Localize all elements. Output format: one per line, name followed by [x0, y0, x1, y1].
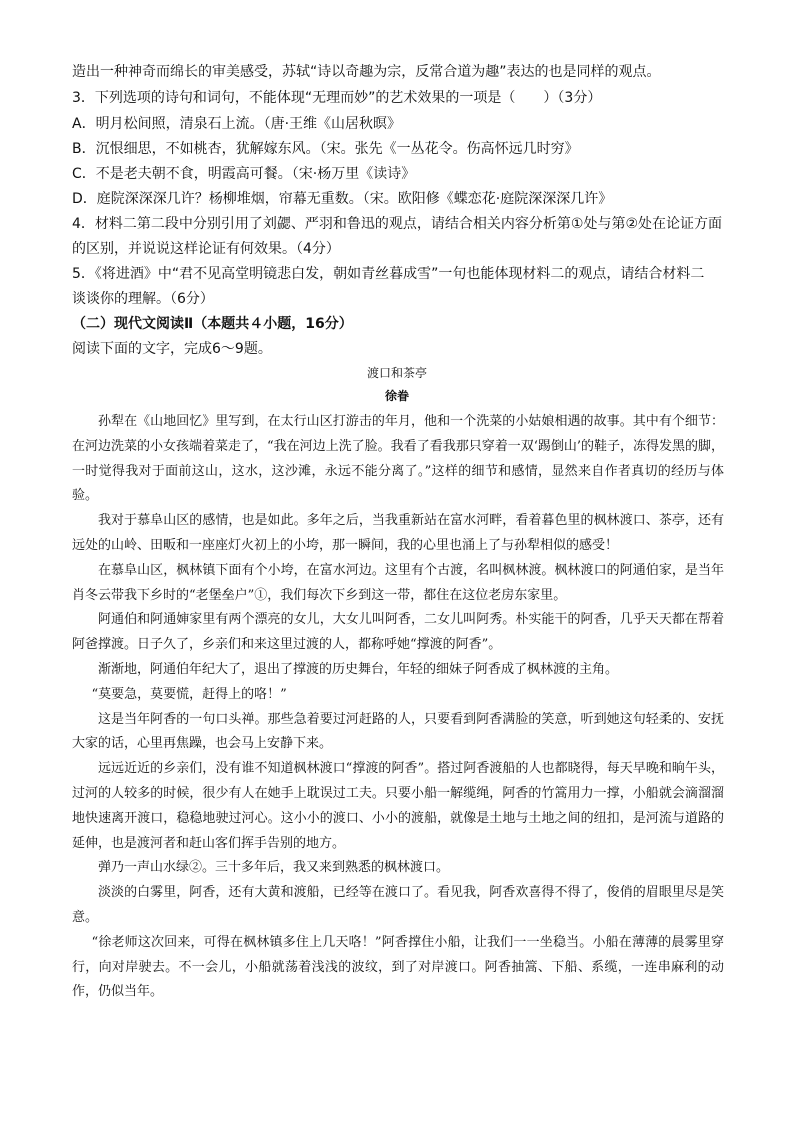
- story-title: 渡口和茶亭: [366, 366, 427, 380]
- option-d: D．庭院深深深几许？杨柳堆烟，帘幕无重数。（宋。欧阳修《蝶恋花·庭院深深深几许》: [72, 191, 613, 207]
- option-b: B．沉恨细思，不如桃杏，犹解嫁东风。（宋。张先《一丛花令。伤高怀远几时穷》: [72, 141, 579, 157]
- question-3: 3．下列选项的诗句和词句，不能体现“无理而妙”的艺术效果的一项是（ ）（3分）: [72, 90, 602, 106]
- story-paragraph: 弹乃一声山水绿②。三十多年后，我又来到熟悉的枫林渡口。: [98, 860, 450, 876]
- story-body: [72, 410, 724, 1005]
- question-4-line-1: 4．材料二第二段中分别引用了刘勰、严羽和鲁迅的观点，请结合相关内容分析第①处与第②处在论证方面: [72, 216, 723, 232]
- story-paragraph: 阿通伯和阿通婶家里有两个漂亮的女儿，大女儿叫阿香，二女儿叫阿秀。朴实能干的阿香，几乎天天都在帮着阿爸撑渡。日子久了，乡亲们和来这里过渡的人，都称呼她“撑渡的阿香”。: [72, 612, 724, 653]
- section-title: （二）现代文阅读Ⅱ（本题共４小题，16分）: [72, 316, 353, 332]
- question-5-line-2: 谈谈你的理解。（6分）: [72, 291, 214, 307]
- option-c: C．不是老夫朝不食，明霞高可餐。（宋·杨万里《读诗》: [72, 166, 416, 182]
- story-author: 徐眷: [384, 389, 409, 403]
- question-4-line-2: 的区别，并说说这样论证有何效果。（4分）: [72, 241, 340, 257]
- story-paragraph: 孙犁在《山地回忆》里写到，在太行山区打游击的年月，他和一个洗菜的小姑娘相遇的故事。其中有个细节：在河边洗菜的小女孩端着菜走了，“我在河边上洗了脸。我看了看我那只穿着一双‘踢倒山’的鞋子，冻得发黑的脚，一时觉得我对于面前这山，这水，这沙滩，永远不能分离了。”这样的细节和感情，显然来自作者真切的经历与体验。: [72, 414, 724, 504]
- story-paragraph: 我对于慕阜山区的感情，也是如此。多年之后，当我重新站在富水河畔，看着暮色里的枫林渡口、茶亭，还有远处的山岭、田畈和一座座灯火初上的小垮，那一瞬间，我的心里也涌上了与孙犁相似的感受！: [72, 513, 724, 553]
- story-paragraph: 这是当年阿香的一句口头禅。那些急着要过河赶路的人，只要看到阿香满脸的笑意，听到她这句轻柔的、安抚大家的话，心里再焦躁，也会马上安静下来。: [72, 711, 724, 752]
- reading-instruction: 阅读下面的文字，完成6～9题。: [72, 341, 272, 357]
- question-text-line: 造出一种神奇而绵长的审美感受，苏轼“诗以奇趣为宗，反常合道为趣”表达的也是同样的观点。: [72, 64, 661, 80]
- story-paragraph: 淡淡的白雾里，阿香，还有大黄和渡船，已经等在渡口了。看见我，阿香欢喜得不得了，俊俏的眉眼里尽是笑意。: [72, 885, 724, 925]
- question-5-line-1: 5．《将进酒》中“君不见高堂明镜悲白发，朝如青丝暮成雪”一句也能体现材料二的观点，请结合材料二: [72, 266, 705, 282]
- option-a: A．明月松间照，清泉石上流。（唐·王维《山居秋暝》: [72, 116, 402, 132]
- story-paragraph: “徐老师这次回来，可得在枫林镇多住上几天咯！”阿香撑住小船，让我们一一坐稳当。小船在薄薄的晨雾里穿行，向对岸驶去。不一会儿，小船就荡着浅浅的波纹，到了对岸渡口。阿香抽篙、下船、系缆，一连串麻利的动作，仍似当年。: [72, 934, 724, 1000]
- story-paragraph: 在慕阜山区，枫林镇下面有个小垮，在富水河边。这里有个古渡，名叫枫林渡。枫林渡口的阿通伯家，是当年肖冬云带我下乡时的“老堡垒户”①，我们每次下乡到这一带，都住在这位老房东家里。: [72, 562, 724, 603]
- story-paragraph: 远远近近的乡亲们，没有谁不知道枫林渡口“撑渡的阿香”。搭过阿香渡船的人也都晓得，每天早晚和晌午头，过河的人较多的时候，很少有人在她手上耽误过工夫。只要小船一解缆绳，阿香的竹篙用力一撑，小船就会滴溜溜地快速离开渡口，稳稳地驶过河心。这小小的渡口、小小的渡船，就像是土地与土地之间的纽扣，是河流与道路的延伸，也是渡河者和赶山客们挥手告别的地方。: [72, 761, 724, 851]
- story-paragraph: 渐渐地，阿通伯年纪大了，退出了撑渡的历史舞台，年轻的细妹子阿香成了枫林渡的主角。: [98, 661, 619, 677]
- story-dialogue: “莫要急，莫要慌，赶得上的咯！”: [91, 686, 287, 702]
